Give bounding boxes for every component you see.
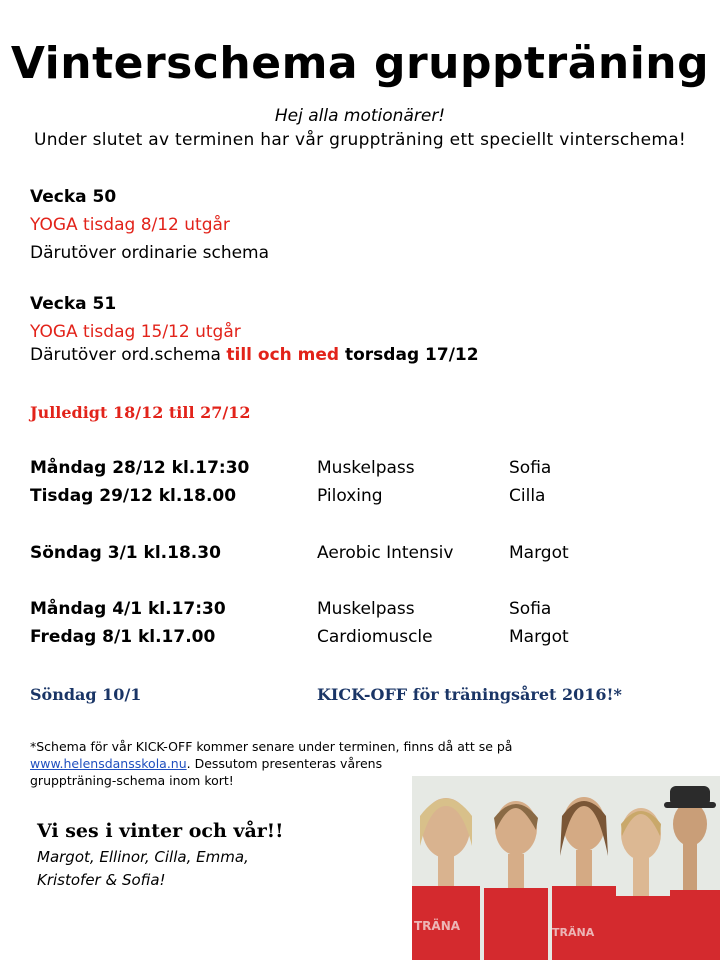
closing-names-2: Kristofer & Sofia! bbox=[37, 871, 166, 889]
schedule-leader-1: Sofia bbox=[509, 458, 552, 478]
kickoff-day: Söndag 10/1 bbox=[30, 685, 142, 704]
greeting: Hej alla motionärer! bbox=[274, 106, 446, 126]
schedule-day-4: Måndag 4/1 kl.17:30 bbox=[30, 599, 226, 619]
holiday-notice: Julledigt 18/12 till 27/12 bbox=[30, 403, 251, 422]
schedule-leader-2: Cilla bbox=[509, 486, 546, 506]
schedule-day-2: Tisdag 29/12 kl.18.00 bbox=[30, 486, 237, 506]
schedule-class-3: Aerobic Intensiv bbox=[317, 543, 454, 563]
svg-text:TRÄNA: TRÄNA bbox=[414, 919, 461, 933]
week51-heading: Vecka 51 bbox=[30, 294, 117, 314]
week50-cancel: YOGA tisdag 8/12 utgår bbox=[30, 215, 230, 235]
website-link[interactable]: www.helensdansskola.nu bbox=[30, 756, 187, 771]
closing-heading: Vi ses i vinter och vår!! bbox=[37, 820, 284, 842]
closing-names-1: Margot, Ellinor, Cilla, Emma, bbox=[37, 848, 249, 866]
week50-rest: Därutöver ordinarie schema bbox=[30, 243, 270, 263]
week50-heading: Vecka 50 bbox=[30, 187, 117, 207]
kickoff-text: KICK-OFF för träningsåret 2016!* bbox=[317, 685, 622, 704]
week51-rest-a: Därutöver ord.schema bbox=[30, 345, 227, 365]
page-title: Vinterschema gruppträning bbox=[10, 38, 710, 89]
svg-text:TRÄNA: TRÄNA bbox=[552, 926, 595, 939]
schedule-leader-4: Sofia bbox=[509, 599, 552, 619]
schedule-day-5: Fredag 8/1 kl.17.00 bbox=[30, 627, 216, 647]
schedule-day-3: Söndag 3/1 kl.18.30 bbox=[30, 543, 221, 563]
footnote-line3: gruppträning-schema inom kort! bbox=[30, 773, 234, 788]
footnote-line1: *Schema för vår KICK-OFF kommer senare under terminen, finns då att se på bbox=[30, 739, 513, 754]
intro-text: Under slutet av terminen har vår gruppträning ett speciellt vinterschema! bbox=[33, 130, 687, 150]
schedule-class-1: Muskelpass bbox=[317, 458, 415, 478]
schedule-leader-5: Margot bbox=[509, 627, 569, 647]
week51-rest-b: till och med bbox=[226, 345, 340, 365]
week51-rest bbox=[30, 345, 479, 365]
schedule-class-5: Cardiomuscle bbox=[317, 627, 433, 647]
schedule-leader-3: Margot bbox=[509, 543, 569, 563]
schedule-class-4: Muskelpass bbox=[317, 599, 415, 619]
schedule-day-1: Måndag 28/12 kl.17:30 bbox=[30, 458, 250, 478]
team-photo-illustration bbox=[412, 776, 720, 960]
week51-cancel: YOGA tisdag 15/12 utgår bbox=[30, 322, 241, 342]
footnote-line2: . Dessutom presenteras vårens bbox=[186, 756, 383, 771]
week51-rest-c: torsdag 17/12 bbox=[339, 345, 479, 365]
team-photo bbox=[412, 776, 720, 960]
schedule-class-2: Piloxing bbox=[317, 486, 383, 506]
